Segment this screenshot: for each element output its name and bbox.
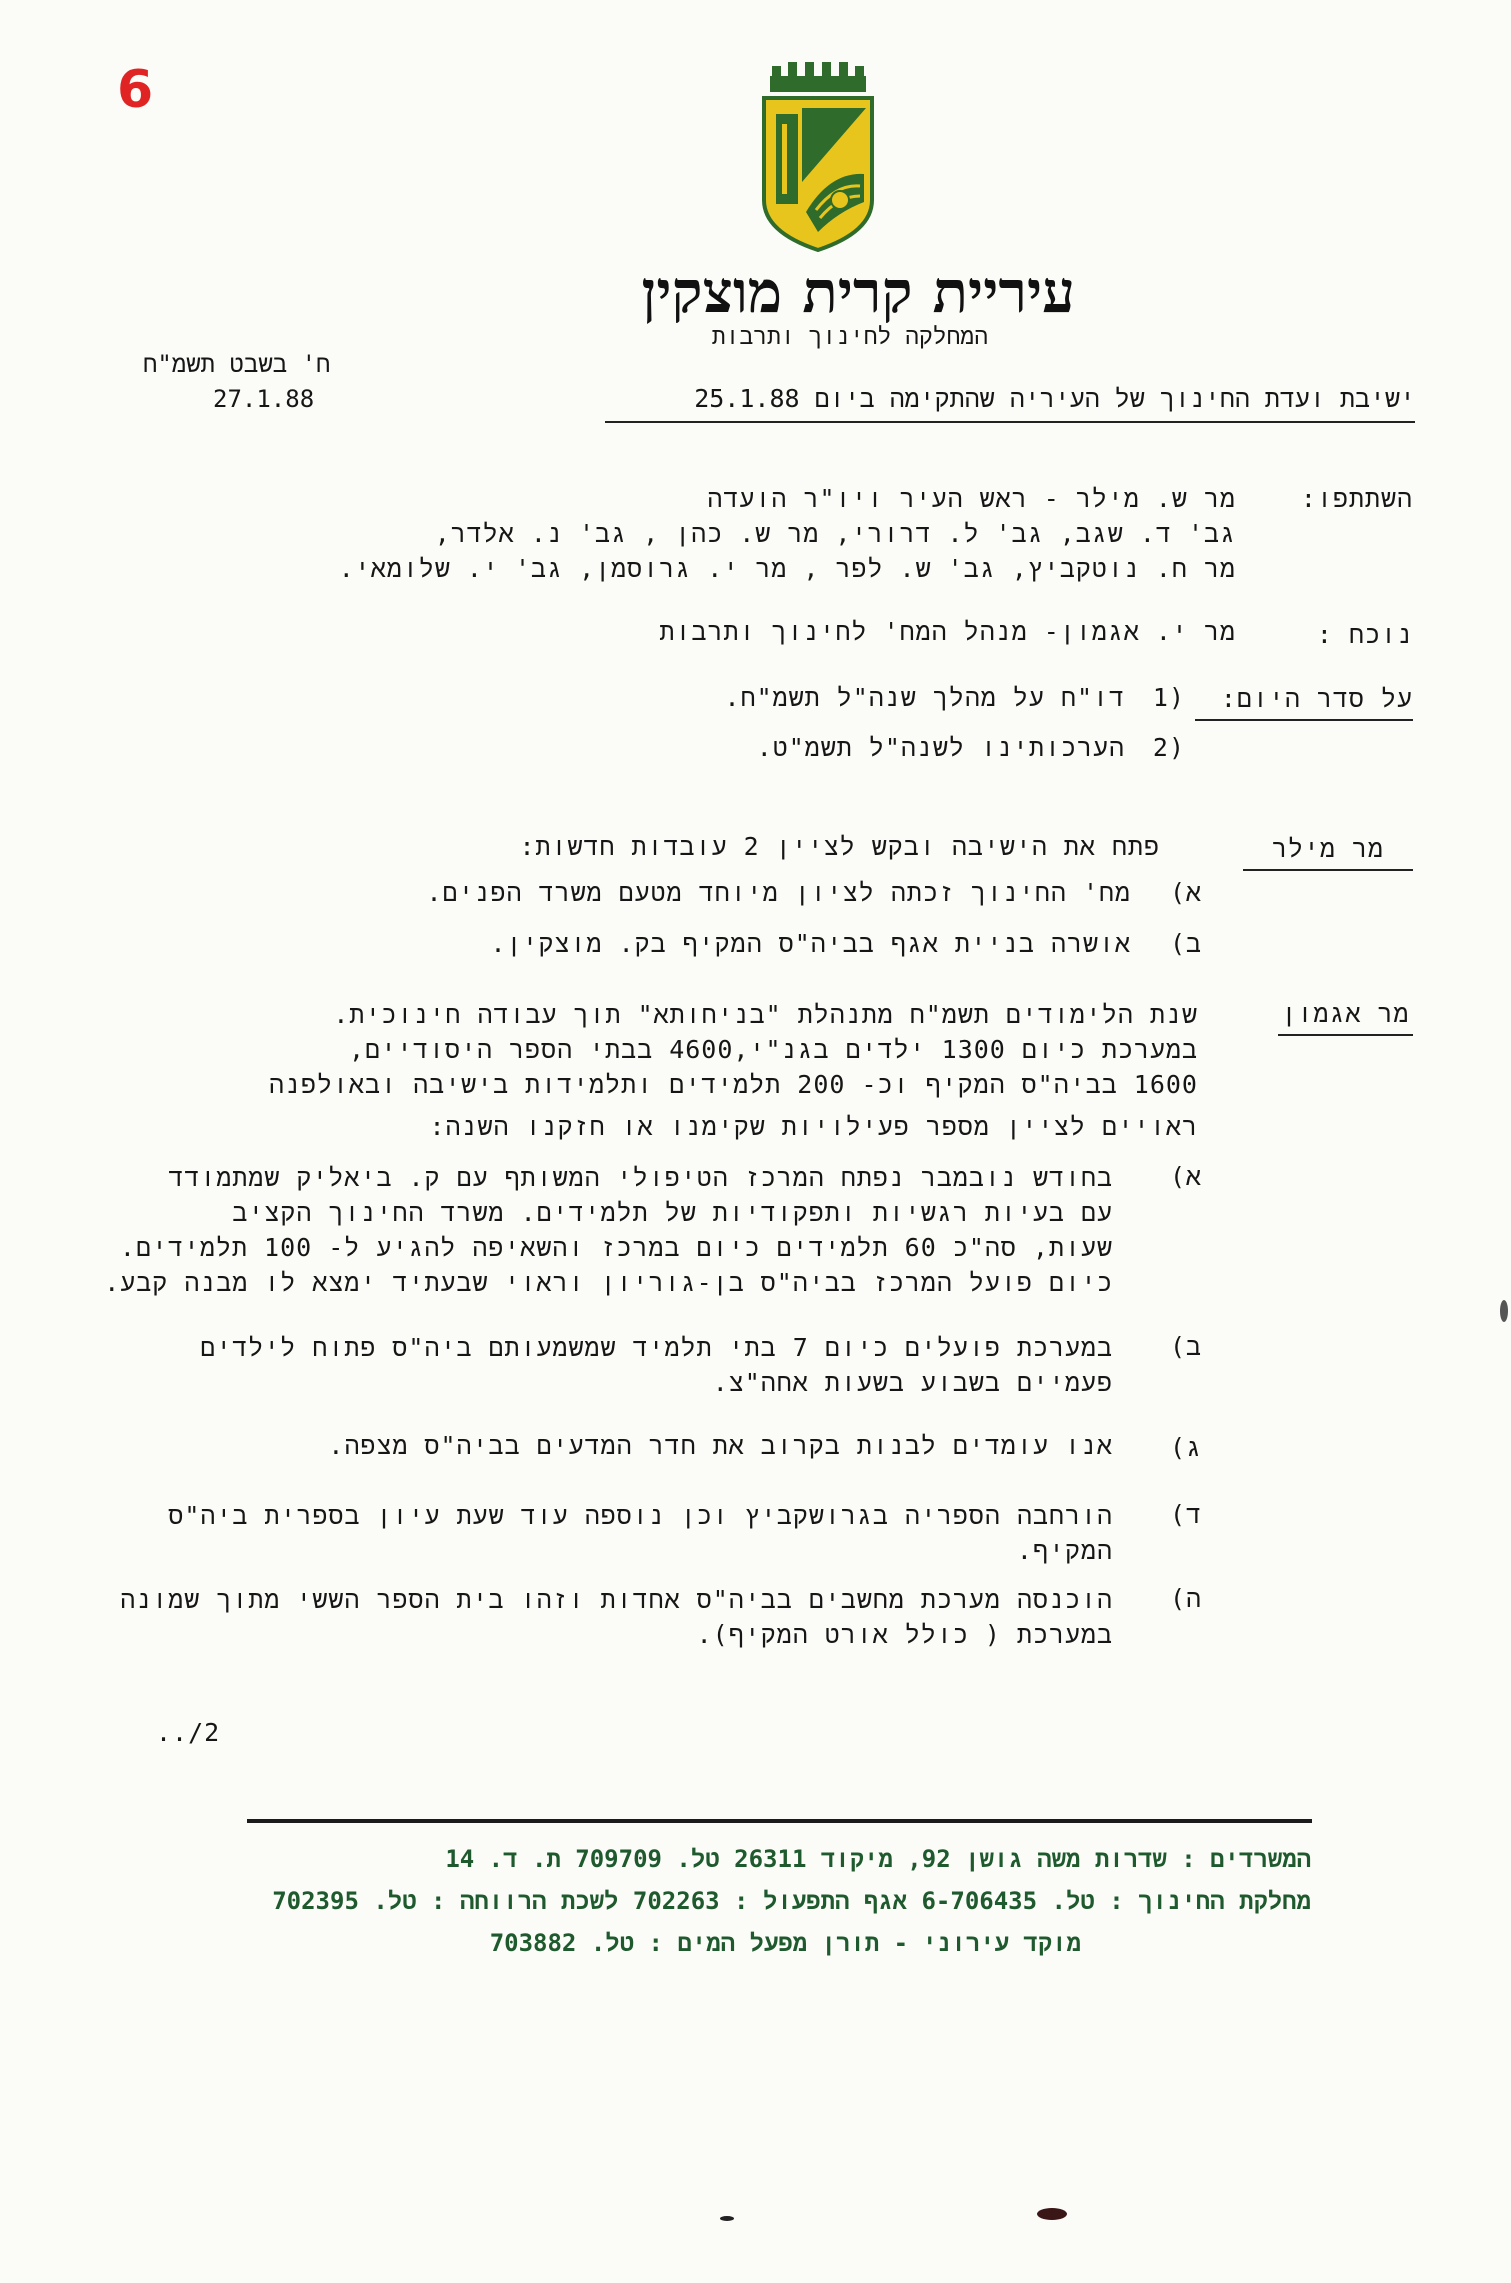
agmon-item [200,1330,1113,1400]
item-line: בחודש נובמבר נפתח המרכז הטיפולי המשותף עם ק. ביאליק שמתמודד [168,1163,1113,1192]
item-line: פעמיים בשבוע בשעות אחה"צ. [712,1368,1113,1397]
continuation-marker: ../2 [156,1718,221,1747]
list-item-number: ה) [1169,1584,1202,1613]
item-line: עם בעיות רגשיות ותפקודיות של תלמידים. משרד החינוך הקציב [232,1198,1113,1227]
participants-line: מר ש. מילר - ראש העיר ויו"ר הועדה [707,484,1236,513]
item-line: הורחבה הספריה בגרושקביץ וכן נוספה עוד שעת עיון בספרית ביה"ס [168,1501,1113,1530]
meeting-title: ישיבת ועדת החינוך של העיריה שהתקימה ביום 25.1.88 [605,384,1415,423]
paragraph-line: שנת הלימודים תשמ"ח מתנהלת "בניחותא" תוך עבודה חינוכית. [333,1000,1198,1029]
department-name: המחלקה לחינוך ותרבות [711,324,988,350]
agmon-item [168,1498,1113,1568]
agenda-item-number: 2) [1152,733,1185,762]
scan-speck [1500,1300,1508,1322]
agmon-paragraph [269,997,1198,1102]
item-line: במערכת ( כולל אורט המקיף). [696,1620,1113,1649]
speaker-miller: מר מילר [1243,834,1413,871]
item-line: במערכת פועלים כיום 7 בתי תלמיד שמשמעותם ביה"ס פתוח לילדים [200,1333,1113,1362]
scan-speck [720,2216,734,2221]
footer-education: מחלקת החינוך : טל. 6-706435 אגף התפעול : 702263 לשכת הרווחה : טל. 702395 [272,1887,1311,1915]
footer-hotline: מוקד עירוני - תורן מפעל המים : טל. 703882 [489,1929,1081,1957]
item-line: המקיף. [1016,1536,1113,1565]
agmon-item: אנו עומדים לבנות בקרוב את חדר המדעים בביה"ס מצפה. [328,1431,1113,1460]
list-item-number: ב) [1169,929,1202,958]
present-label: נוכח : [1316,620,1413,649]
miller-intro: פתח את הישיבה ובקש לציין 2 עובדות חדשות: [519,832,1160,861]
footer-offices: המשרדים : שדרות משה גושן 92, מיקוד 26311 טל. 709709 ת. ד. 14 [445,1845,1311,1873]
footer-divider [247,1819,1312,1823]
date-hebrew: ח' בשבט תשמ"ח [143,350,331,378]
paragraph-line: 1600 בביה"ס המקיף וכ- 200 תלמידים ותלמידות בישיבה ובאולפנה [269,1070,1198,1099]
list-item-number: ב) [1169,1332,1202,1361]
miller-item: אושרה בניית אגף בביה"ס המקיף בק. מוצקין. [490,929,1131,958]
list-item-number: א) [1169,1162,1202,1191]
agenda-item: דו"ח על מהלך שנה"ל תשמ"ח. [724,683,1125,712]
paragraph-line: במערכת כיום 1300 ילדים בגנ"י,4600 בבתי הספר היסודיים, [348,1035,1198,1064]
participants-line: גב' ד. שגב, גב' ל. דרורי, מר ש. כהן , גב' נ. אלדר, [434,519,1236,548]
agenda-label: על סדר היום: [1195,684,1413,721]
participants-line: מר ח. נוטקביץ, גב' ש. לפר , מר י. גרוסמן, גב' י. שלומאי. [338,554,1236,583]
list-item-number: ד) [1169,1500,1202,1529]
municipality-emblem [758,62,878,252]
present-value: מר י. אגמון- מנהל המח' לחינוך ותרבות [659,617,1236,646]
item-line: שעות, סה"כ 60 תלמידים כיום במרכז והשאיפה להגיע ל- 100 תלמידים. [119,1233,1113,1262]
item-line: כיום פועל המרכז בביה"ס בן-גוריון וראוי שבעתיד ימצא לו מבנה קבע. [104,1268,1113,1297]
speaker-agmon: מר אגמון [1278,999,1413,1036]
municipality-name: עיריית קרית מוצקין [641,258,1075,326]
miller-item: מח' החינוך זכתה לציון מיוחד מטעם משרד הפנים. [426,878,1131,907]
participants-label: השתתפו: [1300,484,1413,513]
participants-list [339,481,1236,586]
item-line: הוכנסה מערכת מחשבים בביה"ס אחדות וזהו בית הספר הששי מתוך שמונה [120,1585,1113,1614]
page-number: 6 [117,60,154,120]
agmon-item [120,1582,1113,1652]
list-item-number: ג) [1169,1433,1202,1462]
date-latin: 27.1.88 [213,385,315,413]
crown-icon [770,62,866,92]
agenda-item-number: 1) [1152,683,1185,712]
list-item-number: א) [1169,878,1202,907]
agmon-item [104,1160,1113,1300]
agmon-lead: ראויים לציין מספר פעילויות שקימנו או חזקנו השנה: [429,1112,1198,1141]
scan-speck [1037,2208,1067,2220]
shield-icon [764,98,872,250]
agenda-item: הערכותינו לשנה"ל תשמ"ט. [756,733,1125,762]
